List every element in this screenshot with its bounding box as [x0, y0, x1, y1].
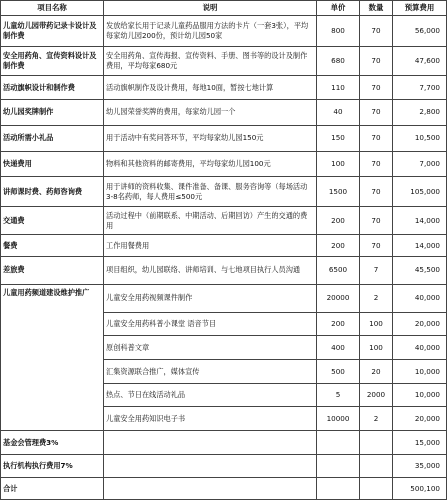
unit-price: 40	[317, 99, 360, 125]
quantity: 100	[360, 312, 393, 336]
header-unit-price: 单价	[317, 1, 360, 16]
unit-price: 110	[317, 76, 360, 100]
header-item: 项目名称	[1, 1, 104, 16]
table-row	[1, 151, 447, 177]
quantity: 7	[360, 256, 393, 284]
budget-amount: 10,000	[393, 360, 447, 384]
unit-price: 500	[317, 360, 360, 384]
budget-amount: 7,700	[393, 76, 447, 100]
quantity: 70	[360, 16, 393, 47]
budget-amount: 2,800	[393, 99, 447, 125]
quantity: 100	[360, 336, 393, 360]
item-description: 热点、节日在线活动礼品	[104, 383, 317, 407]
item-name: 快递费用	[1, 151, 104, 177]
quantity: 2000	[360, 383, 393, 407]
item-description: 原创科普文章	[104, 336, 317, 360]
table-row	[1, 125, 447, 151]
budget-amount: 15,000	[393, 431, 447, 455]
total-row	[1, 478, 447, 500]
item-name: 差旅费	[1, 256, 104, 284]
table-row	[1, 256, 447, 284]
table-row	[1, 47, 447, 76]
item-description	[104, 478, 317, 500]
item-description: 儿童安全用药视频课件制作	[104, 284, 317, 312]
item-description: 用于讲师的资料收集、课件准备、备课、服务咨询等（每场活动3-8名药师，每人费用≤500元	[104, 177, 317, 207]
execution-fee-row	[1, 454, 447, 478]
item-description: 儿童安全用药科普小课堂 语音节目	[104, 312, 317, 336]
budget-amount: 35,000	[393, 454, 447, 478]
quantity: 20	[360, 360, 393, 384]
unit-price: 100	[317, 151, 360, 177]
budget-amount: 14,000	[393, 235, 447, 257]
item-name: 餐费	[1, 235, 104, 257]
quantity	[360, 431, 393, 455]
quantity	[360, 478, 393, 500]
quantity: 2	[360, 284, 393, 312]
header-budget: 预算费用	[393, 1, 447, 16]
item-name: 活动旗帜设计和制作费	[1, 76, 104, 100]
budget-amount: 45,500	[393, 256, 447, 284]
budget-amount: 40,000	[393, 284, 447, 312]
quantity: 70	[360, 99, 393, 125]
total-amount: 500,100	[393, 478, 447, 500]
item-name: 安全用药角、宣传资料设计及制作费	[1, 47, 104, 76]
item-description: 活动过程中（前期联系、中期活动、后期回访）产生的交通的费用	[104, 207, 317, 235]
budget-amount: 20,000	[393, 312, 447, 336]
item-description: 儿童安全用药知识电子书	[104, 407, 317, 431]
unit-price: 800	[317, 16, 360, 47]
item-description	[104, 431, 317, 455]
header-quantity: 数量	[360, 1, 393, 16]
unit-price	[317, 454, 360, 478]
unit-price: 200	[317, 235, 360, 257]
quantity: 70	[360, 76, 393, 100]
management-fee-row	[1, 431, 447, 455]
item-name: 儿童用药频道建设维护推广	[1, 284, 104, 430]
unit-price: 200	[317, 207, 360, 235]
budget-amount: 10,000	[393, 383, 447, 407]
budget-amount: 105,000	[393, 177, 447, 207]
table-row	[1, 99, 447, 125]
item-description: 用于活动中有奖问答环节，平均每家幼儿园150元	[104, 125, 317, 151]
item-description: 幼儿园荣誉奖牌的费用，每家幼儿园一个	[104, 99, 317, 125]
total-label: 合计	[1, 478, 104, 500]
unit-price: 1500	[317, 177, 360, 207]
table-row	[1, 76, 447, 100]
quantity: 70	[360, 207, 393, 235]
table-row	[1, 284, 447, 312]
item-description: 物料和其他资料的邮寄费用，平均每家幼儿园100元	[104, 151, 317, 177]
quantity: 70	[360, 235, 393, 257]
item-name: 儿童幼儿园带药记录卡设计及制作费	[1, 16, 104, 47]
budget-amount: 14,000	[393, 207, 447, 235]
unit-price: 20000	[317, 284, 360, 312]
item-description	[104, 454, 317, 478]
unit-price: 5	[317, 383, 360, 407]
quantity: 70	[360, 177, 393, 207]
item-name: 讲师课时费、药师咨询费	[1, 177, 104, 207]
item-description: 汇集资源联合推广，媒体宣传	[104, 360, 317, 384]
item-name: 幼儿园奖牌制作	[1, 99, 104, 125]
budget-amount: 47,600	[393, 47, 447, 76]
quantity: 70	[360, 151, 393, 177]
unit-price	[317, 478, 360, 500]
quantity: 70	[360, 47, 393, 76]
quantity	[360, 454, 393, 478]
budget-amount: 10,500	[393, 125, 447, 151]
unit-price: 680	[317, 47, 360, 76]
item-description: 项目组织，幼儿园联络、讲师培训、与七地项目执行人员沟通	[104, 256, 317, 284]
header-row	[1, 1, 447, 16]
budget-amount: 56,000	[393, 16, 447, 47]
quantity: 2	[360, 407, 393, 431]
unit-price: 200	[317, 312, 360, 336]
unit-price: 10000	[317, 407, 360, 431]
item-name: 活动所需小礼品	[1, 125, 104, 151]
table-row	[1, 235, 447, 257]
item-name: 交通费	[1, 207, 104, 235]
budget-amount: 7,000	[393, 151, 447, 177]
item-description: 工作用餐费用	[104, 235, 317, 257]
budget-amount: 20,000	[393, 407, 447, 431]
header-description: 说明	[104, 1, 317, 16]
unit-price: 6500	[317, 256, 360, 284]
table-row	[1, 16, 447, 47]
item-description: 发放给家长用于记录儿童药品服用方法的卡片（一套3张），平均每家幼儿园200份，预计幼儿园50家	[104, 16, 317, 47]
item-name: 基金会管理费3%	[1, 431, 104, 455]
unit-price: 400	[317, 336, 360, 360]
unit-price	[317, 431, 360, 455]
item-name: 执行机构执行费用7%	[1, 454, 104, 478]
item-description: 安全用药角、宣传海报、宣传资料、手册、图书等的设计及制作费用，平均每家680元	[104, 47, 317, 76]
budget-amount: 40,000	[393, 336, 447, 360]
item-description: 活动旗帜制作及设计费用，每地10面，暂按七地计算	[104, 76, 317, 100]
table-row	[1, 207, 447, 235]
unit-price: 150	[317, 125, 360, 151]
table-row	[1, 177, 447, 207]
quantity: 70	[360, 125, 393, 151]
